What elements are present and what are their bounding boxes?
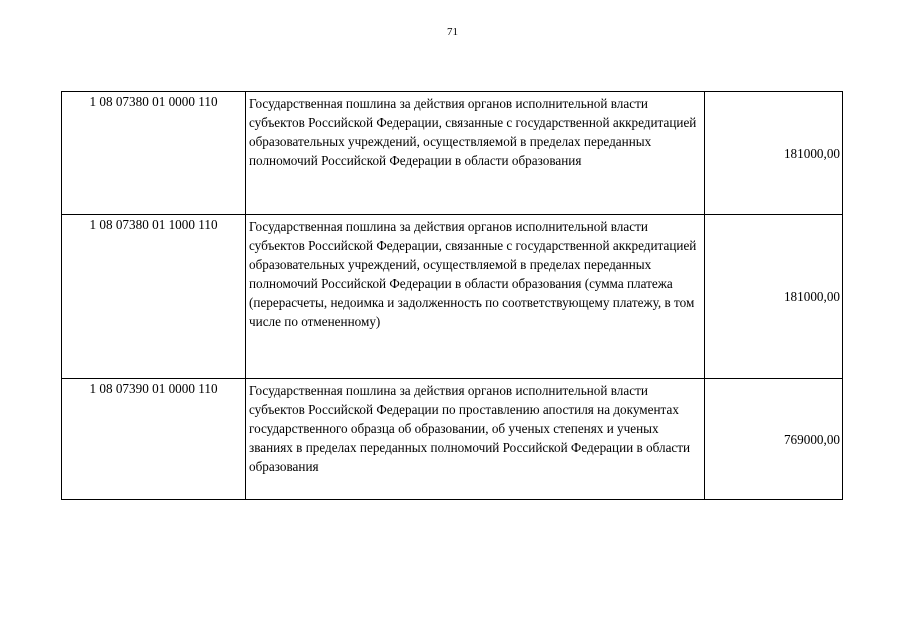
budget-revenue-table xyxy=(61,91,843,500)
page-number: 71 xyxy=(447,26,458,38)
revenue-description: Государственная пошлина за действия органов исполнительной власти субъектов Российской Федерации, связанные с государственной аккредитацией образовательных учреждений, осуществляемой в пределах переданных полномочий Российской Федерации в области образования (сумма платежа (перерасчеты, недоимка и задолженность по соответствующему платежу, в том числе по отмененному) xyxy=(246,215,705,379)
budget-classification-code: 1 08 07390 01 0000 110 xyxy=(62,379,246,500)
table-row xyxy=(62,215,843,379)
budget-classification-code: 1 08 07380 01 0000 110 xyxy=(62,92,246,215)
revenue-description: Государственная пошлина за действия органов исполнительной власти субъектов Российской Федерации по проставлению апостиля на документах государственного образца об образовании, об ученых степенях и ученых званиях в пределах переданных полномочий Российской Федерации в области образования xyxy=(246,379,705,500)
table-row xyxy=(62,92,843,215)
revenue-amount: 181000,00 xyxy=(705,215,843,379)
revenue-amount: 181000,00 xyxy=(705,92,843,215)
revenue-amount: 769000,00 xyxy=(705,379,843,500)
budget-classification-code: 1 08 07380 01 1000 110 xyxy=(62,215,246,379)
revenue-description: Государственная пошлина за действия органов исполнительной власти субъектов Российской Федерации, связанные с государственной аккредитацией образовательных учреждений, осуществляемой в пределах переданных полномочий Российской Федерации в области образования xyxy=(246,92,705,215)
table-row xyxy=(62,379,843,500)
